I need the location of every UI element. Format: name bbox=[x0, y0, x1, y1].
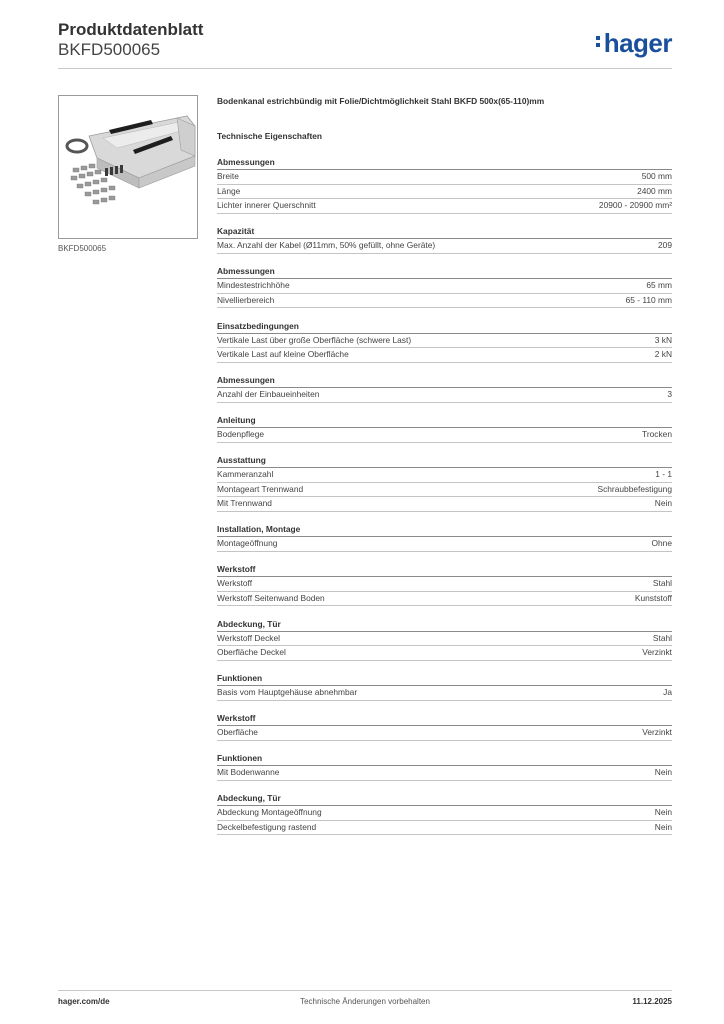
spec-label: Max. Anzahl der Kabel (Ø11mm, 50% gefüllt, ohne Geräte) bbox=[217, 240, 436, 250]
spec-content bbox=[217, 95, 672, 847]
spec-group bbox=[217, 414, 672, 443]
spec-group bbox=[217, 454, 672, 512]
spec-value: Nein bbox=[654, 807, 672, 817]
spec-label: Mit Bodenwanne bbox=[217, 767, 280, 777]
spec-group-title: Abdeckung, Tür bbox=[217, 792, 672, 806]
image-caption: BKFD500065 bbox=[58, 244, 107, 253]
spec-row bbox=[217, 577, 672, 592]
hager-logo bbox=[596, 28, 672, 59]
spec-value: Trocken bbox=[642, 429, 672, 439]
spec-label: Abdeckung Montageöffnung bbox=[217, 807, 322, 817]
spec-label: Nivellierbereich bbox=[217, 294, 275, 305]
spec-label: Werkstoff bbox=[217, 578, 253, 588]
spec-group bbox=[217, 752, 672, 781]
spec-value: Ja bbox=[663, 687, 672, 697]
spec-label: Oberfläche bbox=[217, 727, 258, 737]
spec-row bbox=[217, 592, 672, 607]
spec-value: 209 bbox=[658, 240, 672, 250]
spec-label: Breite bbox=[217, 171, 239, 181]
page-header bbox=[58, 20, 672, 68]
spec-group-title: Einsatzbedingungen bbox=[217, 320, 672, 334]
spec-group bbox=[217, 672, 672, 701]
spec-value: 2400 mm bbox=[637, 185, 672, 196]
spec-group-title: Abmessungen bbox=[217, 156, 672, 170]
spec-row bbox=[217, 388, 672, 403]
spec-group-title: Abmessungen bbox=[217, 265, 672, 279]
spec-value: Nein bbox=[654, 498, 672, 508]
spec-group bbox=[217, 156, 672, 214]
spec-row bbox=[217, 483, 672, 498]
spec-value: 20900 - 20900 mm² bbox=[598, 200, 672, 210]
spec-row bbox=[217, 185, 672, 200]
spec-label: Mindestestrichhöhe bbox=[217, 280, 290, 290]
footer-date: 11.12.2025 bbox=[632, 997, 672, 1006]
spec-group-title: Werkstoff bbox=[217, 712, 672, 726]
spec-label: Länge bbox=[217, 185, 241, 196]
spec-group bbox=[217, 225, 672, 254]
spec-label: Kammeranzahl bbox=[217, 469, 274, 479]
logo-text: hager bbox=[603, 28, 672, 58]
spec-group bbox=[217, 320, 672, 363]
spec-label: Deckelbefestigung rastend bbox=[217, 821, 317, 832]
spec-group bbox=[217, 563, 672, 606]
spec-value: 500 mm bbox=[641, 171, 672, 181]
spec-label: Vertikale Last auf kleine Oberfläche bbox=[217, 349, 349, 359]
spec-row bbox=[217, 294, 672, 309]
spec-group-title: Ausstattung bbox=[217, 454, 672, 468]
spec-groups bbox=[217, 156, 672, 835]
spec-group-title: Installation, Montage bbox=[217, 523, 672, 537]
spec-row bbox=[217, 646, 672, 661]
spec-label: Mit Trennwand bbox=[217, 498, 272, 508]
spec-label: Montageöffnung bbox=[217, 538, 278, 548]
spec-group-title: Werkstoff bbox=[217, 563, 672, 577]
spec-group-title: Abmessungen bbox=[217, 374, 672, 388]
spec-value: 1 - 1 bbox=[655, 469, 672, 479]
section-title: Technische Eigenschaften bbox=[217, 131, 323, 141]
spec-group bbox=[217, 792, 672, 835]
footer-website-link[interactable]: hager.com/de bbox=[58, 997, 110, 1006]
spec-value: Kunststoff bbox=[634, 592, 672, 603]
spec-group-title: Funktionen bbox=[217, 752, 672, 766]
product-photo-floor-duct-icon bbox=[59, 96, 197, 238]
spec-group bbox=[217, 265, 672, 308]
spec-value: Stahl bbox=[652, 632, 672, 643]
spec-value: 3 bbox=[667, 389, 672, 399]
spec-value: Schraubbefestigung bbox=[597, 483, 672, 494]
spec-row bbox=[217, 334, 672, 349]
spec-value: Stahl bbox=[652, 578, 672, 588]
spec-value: 65 mm bbox=[646, 280, 672, 290]
spec-value: 2 kN bbox=[654, 349, 672, 359]
spec-group bbox=[217, 374, 672, 403]
spec-row bbox=[217, 537, 672, 552]
spec-row bbox=[217, 821, 672, 836]
spec-row bbox=[217, 497, 672, 512]
spec-value: Ohne bbox=[651, 538, 672, 548]
logo-dots-icon bbox=[596, 33, 602, 50]
spec-group-title: Funktionen bbox=[217, 672, 672, 686]
spec-label: Montageart Trennwand bbox=[217, 483, 304, 494]
spec-value: Nein bbox=[654, 821, 672, 832]
spec-group bbox=[217, 712, 672, 741]
spec-value: 3 kN bbox=[654, 334, 672, 345]
spec-label: Basis vom Hauptgehäuse abnehmbar bbox=[217, 687, 358, 697]
page-title: Produktdatenblatt bbox=[58, 20, 204, 39]
spec-label: Lichter innerer Querschnitt bbox=[217, 200, 316, 210]
spec-group bbox=[217, 618, 672, 661]
spec-value: Verzinkt bbox=[642, 647, 672, 657]
spec-group-title: Abdeckung, Tür bbox=[217, 618, 672, 632]
spec-row bbox=[217, 199, 672, 214]
spec-group-title: Anleitung bbox=[217, 414, 672, 428]
footer-disclaimer: Technische Änderungen vorbehalten bbox=[300, 997, 430, 1006]
spec-row bbox=[217, 348, 672, 363]
spec-row bbox=[217, 726, 672, 741]
spec-label: Werkstoff Seitenwand Boden bbox=[217, 592, 325, 603]
spec-row bbox=[217, 170, 672, 185]
spec-row bbox=[217, 766, 672, 781]
spec-group bbox=[217, 523, 672, 552]
spec-value: 65 - 110 mm bbox=[625, 294, 672, 305]
spec-label: Vertikale Last über große Oberfläche (schwere Last) bbox=[217, 334, 412, 345]
product-image bbox=[58, 95, 198, 239]
spec-row bbox=[217, 468, 672, 483]
product-description: Bodenkanal estrichbündig mit Folie/Dichtmöglichkeit Stahl BKFD 500x(65-110)mm bbox=[217, 96, 545, 106]
header-divider bbox=[58, 68, 672, 69]
spec-row bbox=[217, 428, 672, 443]
spec-row bbox=[217, 279, 672, 294]
spec-row bbox=[217, 632, 672, 647]
spec-row bbox=[217, 239, 672, 254]
spec-label: Anzahl der Einbaueinheiten bbox=[217, 389, 320, 399]
spec-row bbox=[217, 686, 672, 701]
spec-value: Nein bbox=[654, 767, 672, 777]
footer-divider bbox=[58, 990, 672, 991]
spec-value: Verzinkt bbox=[642, 727, 672, 737]
spec-label: Bodenpflege bbox=[217, 429, 265, 439]
page-subtitle: BKFD500065 bbox=[58, 40, 161, 59]
spec-label: Oberfläche Deckel bbox=[217, 647, 286, 657]
spec-label: Werkstoff Deckel bbox=[217, 632, 280, 643]
spec-row bbox=[217, 806, 672, 821]
spec-group-title: Kapazität bbox=[217, 225, 672, 239]
